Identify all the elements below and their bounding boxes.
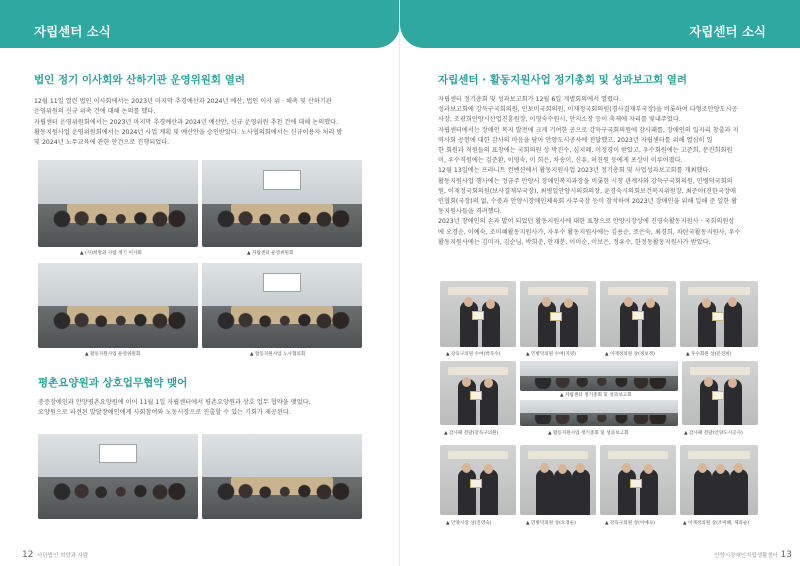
- paragraph-line: 인협회(국장)의 없, 수중과 안양시장애인체육회 사무국장 등이 참석하여 2023년 장애인을 위해 일해 준 일한 활: [438, 198, 738, 206]
- board-meeting-body: [34, 97, 369, 148]
- award-photo: [520, 445, 596, 515]
- paragraph-line: 운영위원의 신규 위촉 건에 대해 논의를 했다.: [34, 108, 156, 116]
- photo-caption: ▲ 강득구의원 수여(박욱수): [446, 352, 501, 357]
- paragraph-line: 한 회원과 직원들의 표창에는 국회의원 상 박진수, 심지혜, 이정경이 받았고, 우수회원에는 고준희, 문진희회원: [438, 147, 733, 155]
- paragraph-line: 12월 13일에는 프라니트 컨벤션에서 활동지원사업 2023년 정기총회 및 사업성과보고회를 개최했다.: [438, 167, 711, 175]
- paragraph-line: 활동지원사에는 김미자, 김순님, 박희준, 안재분, 이미순, 이보은, 정유수, 한정동활동지원사가 받았다.: [438, 238, 711, 246]
- photo-caption: ▲ 활동지원사업 노사협의회: [250, 352, 306, 357]
- paragraph-line: 자립센터에서는 장애인 복지 발전에 크게 기여한 공으로 강득구국회의원에 감사패를, 장애인의 일자리 창출과 지: [438, 126, 739, 134]
- paragraph-line: 요양원으로 파견된 발달장애인에게 사회참여와 노동시장으로 진출할 수 있는 기회가 제공된다.: [38, 409, 291, 417]
- paragraph-line: 역사회 공헌에 대한 감사의 마음을 담아 안양도시공사에 전달했고, 2023년 자립센터를 위해 열심히 일: [438, 136, 713, 144]
- general-meeting-title: 자립센터 · 활동지원사업 정기총회 및 성과보고회 열려: [438, 74, 688, 86]
- award-photo: [440, 445, 516, 515]
- board-meeting-title: 법인 정기 이사회와 산하기관 운영위원회 열려: [34, 74, 245, 86]
- photo-caption: ▲ 민병덕의원 상(오경순): [526, 521, 576, 526]
- photo-caption: ▲ 이재정의원 상(정보정): [605, 352, 655, 357]
- right-header-title: 자립센터 소식: [689, 24, 766, 39]
- paragraph-line: 및 2024년 노무교육에 관한 안건으로 진행되었다.: [34, 139, 170, 147]
- board-meeting-photo: [38, 160, 198, 247]
- paragraph-line: 활동지원사업 행사에는 정금주 안양시 장애인복지과장을 비롯한 시청 관계자와 강득구국회의원, 민병덕국회의: [438, 177, 733, 185]
- general-meeting-group-photo: [520, 361, 678, 391]
- left-header-title: 자립센터 소식: [34, 24, 111, 39]
- page-number: 13: [780, 550, 792, 560]
- photo-caption: ▲ 활동지원사업 운영위원회: [85, 352, 141, 357]
- photo-caption: ▲ 활동지원사업 정기총회 및 성과보고회: [548, 431, 629, 436]
- photo-caption: ▲ 감사패 전달(안양도시공사): [684, 431, 743, 436]
- photo-caption: ▲ 감사패 전달(강득구의원): [444, 431, 499, 436]
- paragraph-line: 2023년 장애인의 손과 발이 되었던 활동지원사에 대한 표창으로 안양시장상에 진영숙활동지원사 · 국회의원상: [438, 218, 735, 226]
- paragraph-line: 에 오경순, 이예숙, 조미혜활동지원사가, 자우수 활동지원사에는 김용순, 조은숙, 최경희, 차탄국활동지원사, 우수: [438, 228, 741, 236]
- general-meeting-body: [438, 95, 778, 248]
- footer-label: 안양시장애인자립생활센터: [714, 553, 778, 559]
- paragraph-line: 사장, 조광희안양시산업진흥원장, 이영숙수원시, 안지소장 등이 축제에 자리를 빛내주었다.: [438, 116, 681, 124]
- paragraph-line: 활동지원사업 운영위원회에서는 2024년 사업 계획 및 예산안을 승인받았다. 노사협의회에서는 신규이용자 처리 방: [34, 128, 343, 136]
- paragraph-line: 이, 우수직원에는 김준환, 이영숙, 이 희은, 차송이, 신유, 허진원 등에게 포상이 이루어졌다.: [438, 157, 683, 165]
- photo-caption: ▲ 이재정의원 상(조미혜, 제과순): [683, 521, 750, 526]
- mou-body: [38, 398, 368, 419]
- award-photo: [680, 281, 758, 347]
- right-page: [400, 0, 800, 566]
- center-committee-photo: [202, 160, 362, 247]
- paragraph-line: 12월 11일 열린 법인 이사회에서는 2023년 마지막 추경예산과 2024년 예산, 법인 이사 위 · 해촉 및 산하기관: [34, 98, 332, 105]
- mou-group-photo: [38, 434, 198, 519]
- award-photo: [600, 445, 676, 515]
- paragraph-line: 자립센터 운영위원회에서는 2023년 마지막 추경예산과 2024년 예산안, 신규 운영위원 추천 건에 대해 논의했다.: [34, 118, 339, 126]
- page-number: 12: [22, 550, 34, 560]
- support-meeting-group-photo: [520, 400, 678, 426]
- award-photo: [440, 281, 516, 347]
- award-photo: [682, 361, 758, 425]
- mou-title: 평촌요양원과 상호업무협약 맺어: [38, 377, 188, 389]
- photo-caption: ▲ 자립센터 운영위원회: [247, 251, 294, 256]
- photo-caption: ▲ 우수회원 상(문진희): [686, 352, 732, 357]
- paragraph-line: 원, 이재정국회의원(보사결재부국장), 최병일안양시의회의장, 윤경숙시의회보건복지위원장, 최준아(전한국장애: [438, 187, 736, 195]
- photo-caption: ▲ 안양시장 상(진영숙): [446, 521, 492, 526]
- photo-caption: ▲ (사)희망과 사람 정기 이사회: [80, 251, 142, 256]
- footer-label: 사단법인 희망과 사람: [37, 553, 89, 559]
- photo-caption: ▲ 자립센터 정기총회 및 성과보고회: [560, 393, 632, 398]
- support-committee-photo: [38, 263, 198, 348]
- award-photo: [600, 281, 676, 347]
- photo-caption: ▲ 민병덕의원 수여(지영): [526, 352, 576, 357]
- paragraph-line: 자립센터 정기총회 및 성과보고회가 12월 6일 개별회의에서 열렸다.: [438, 96, 621, 103]
- award-photo: [440, 361, 516, 425]
- paragraph-line: 성과보고회에 강득구국회의원, 민보미국회의원, 이재정국회의원(경사결재부국장)을 비롯하여 다형조안양도시공: [438, 106, 738, 114]
- award-photo: [680, 445, 758, 515]
- labor-council-photo: [202, 263, 362, 348]
- paragraph-line: 중증장애인과 안양평촌요양원에 이어 11월 1일 자립센터에서 평촌요양원과 상호 업무 협약을 맺었다.: [38, 399, 311, 406]
- photo-caption: ▲ 강득구의원 상(이예숙): [605, 521, 655, 526]
- mou-meeting-photo: [202, 434, 362, 519]
- award-photo: [520, 281, 596, 347]
- paragraph-line: 동지원사들을 격려했다.: [438, 208, 502, 216]
